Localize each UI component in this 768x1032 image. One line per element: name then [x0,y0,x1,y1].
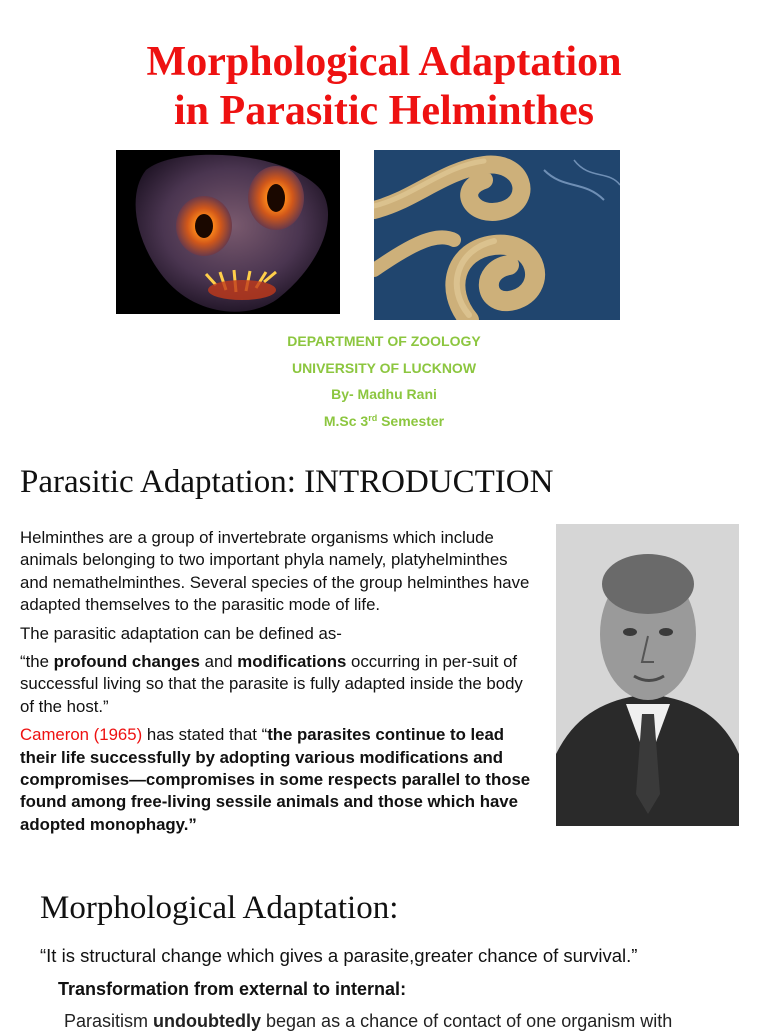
morph-definition: “It is structural change which gives a parasite,greater chance of survival.” [40,945,638,966]
intro-heading-caps: INTRODUCTION [304,464,554,500]
last-bold-undoubtedly: undoubtedly [153,1011,261,1031]
p3-bold-modifications: modifications [237,652,347,672]
semester-suffix: Semester [377,412,445,429]
page-title [0,38,768,136]
morph-subheading [58,979,406,1000]
p4-text-mid: has stated that “ [142,725,268,745]
university-name: UNIVERSITY OF LUCKNOW [291,359,477,376]
nematode-worms-image [374,150,620,320]
p3-bold-profound: profound changes [53,652,200,672]
tapeworm-scolex-image [116,150,340,314]
p4-bold-quote: the parasites continue to lead their life successfully by adopting various modifications and compromises—compromises in some respects parallel to those found among free-living sessile animals and those which have adopted monophagy.” [20,725,531,834]
semester-ordinal: rd [368,412,378,423]
intro-paragraph-1: Helminthes are a group of invertebrate organisms which include animals belonging to two important phyla namely, platyhelminthes and nemathelminthes. Several species of the group helminthes have adapted themselves to the parasitic mode of life. [20,528,530,615]
intro-paragraph-3 [20,651,540,718]
title-line-1: Morphological Adaptation [146,39,622,85]
morph-heading-sep: : [389,890,399,926]
morph-heading [40,889,398,927]
intro-heading-main: Parasitic Adaptation [20,464,287,500]
intro-paragraph-4 [20,724,540,836]
last-text-a: Parasitism [64,1011,154,1031]
author-name: By- Madhu Rani [331,386,437,402]
semester-prefix: M.Sc 3 [323,412,369,429]
semester-info [0,408,768,435]
author-info [0,328,768,434]
sub-bold: Transformation from external to internal [58,979,401,999]
intro-paragraph-2: The parasitic adaptation can be defined as- [20,623,342,643]
morph-heading-text: Morphological Adaptation [40,890,390,926]
p3-text-e: occurring in per-suit of successful living so that the parasite is fully adapted inside the body of the host.” [20,652,523,716]
p3-text-a: “the [20,652,54,672]
p3-text-c: and [199,652,238,672]
intro-heading [20,463,553,501]
last-text-c: began as a chance of contact of one organism with [261,1011,673,1031]
citation-cameron: Cameron (1965) [20,725,143,745]
sub-sep: : [400,979,407,999]
cameron-portrait-image [556,524,739,826]
intro-body [20,527,540,836]
morph-body-truncated [64,1011,672,1032]
intro-heading-sep: : [286,464,305,500]
department-name: DEPARTMENT OF ZOOLOGY [287,333,481,349]
title-line-2: in Parasitic Helminthes [174,88,594,134]
